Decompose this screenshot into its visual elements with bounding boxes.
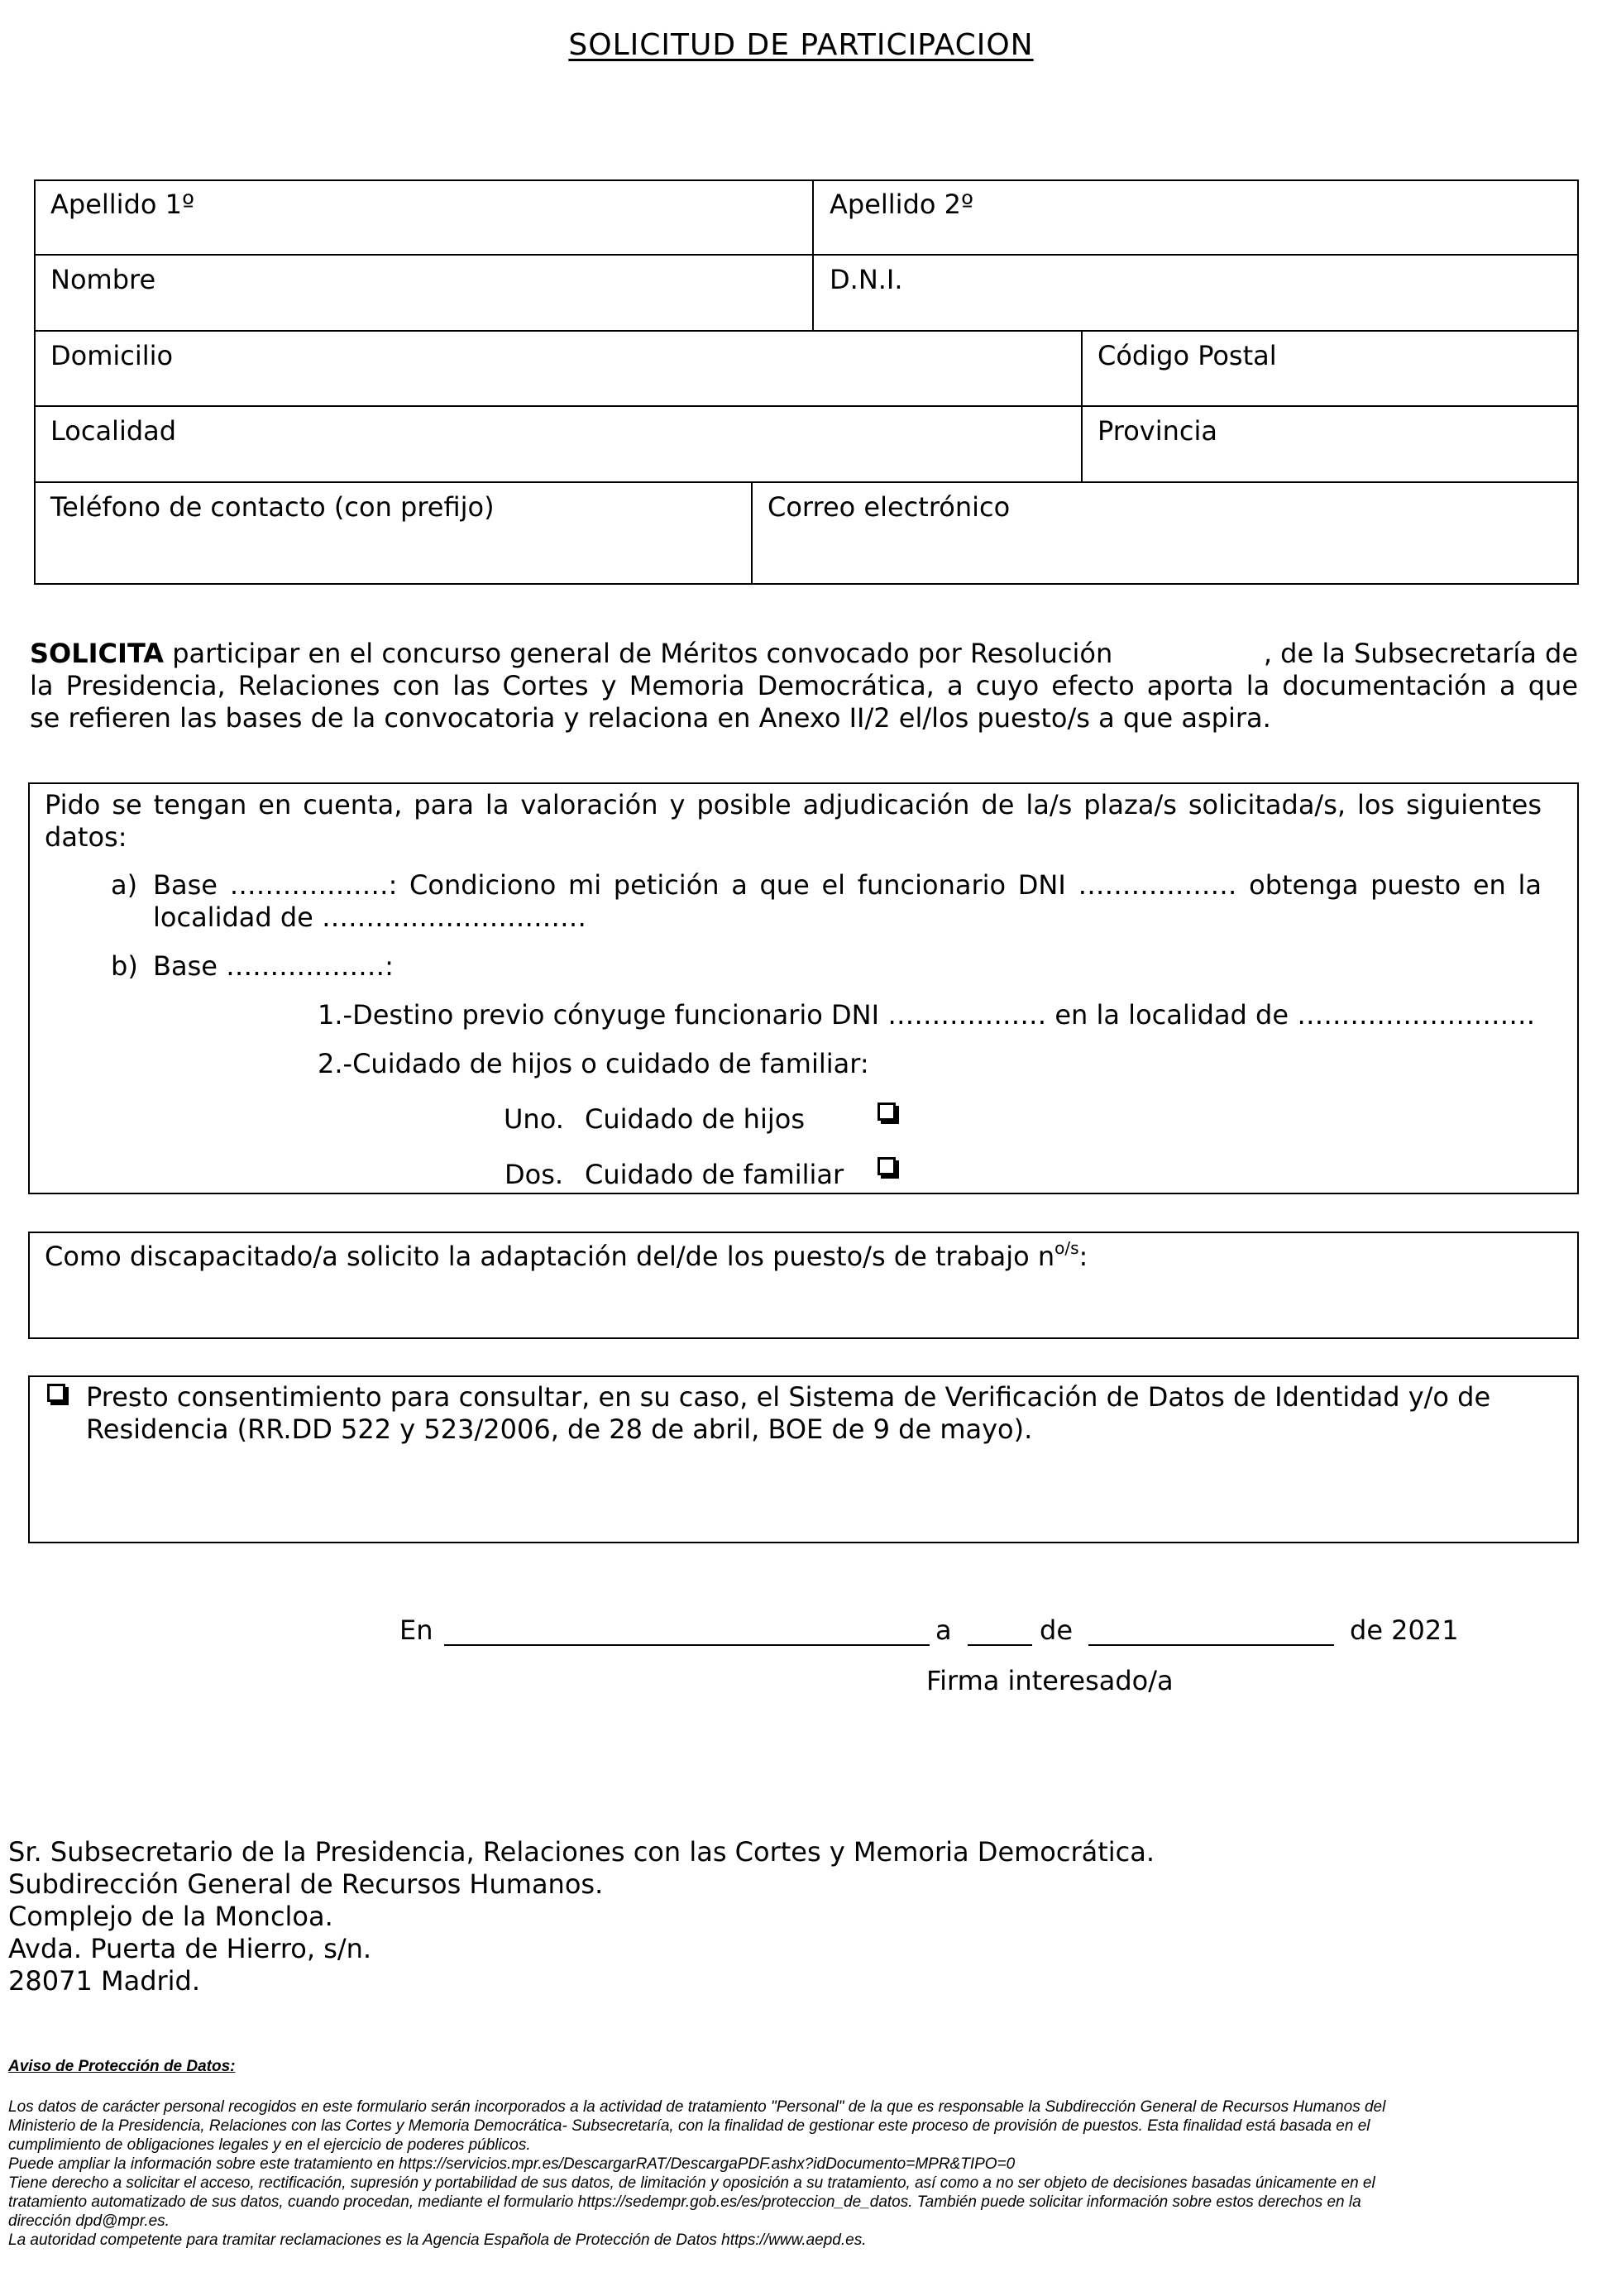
option-b-label: b) <box>111 950 138 982</box>
privacy-title: Aviso de Protección de Datos: <box>8 2058 236 2075</box>
cuidado-familiar-checkbox[interactable] <box>878 1157 896 1175</box>
signature-a: a <box>935 1614 952 1646</box>
uno-label: Uno. <box>504 1103 564 1135</box>
signature-year: de 2021 <box>1350 1614 1459 1646</box>
apellido2-field[interactable]: Apellido 2º <box>830 189 974 220</box>
correo-field[interactable]: Correo electrónico <box>768 491 1011 523</box>
dos-label: Dos. <box>505 1159 564 1190</box>
dni-field[interactable]: D.N.I. <box>830 264 903 295</box>
nombre-field[interactable]: Nombre <box>50 264 156 295</box>
provincia-field[interactable]: Provincia <box>1097 415 1217 447</box>
solicita-keyword: SOLICITA <box>30 638 165 669</box>
dia-input-line[interactable] <box>968 1644 1032 1646</box>
option-a-label: a) <box>111 869 138 901</box>
personal-data-table <box>34 179 1579 585</box>
domicilio-field[interactable]: Domicilio <box>50 340 174 371</box>
signature-en: En <box>399 1614 433 1646</box>
uno-text: Cuidado de hijos <box>585 1103 805 1135</box>
cuidado-hijos-checkbox[interactable] <box>878 1103 896 1121</box>
telefono-field[interactable]: Teléfono de contacto (con prefijo) <box>50 491 495 523</box>
consentimiento-checkbox[interactable] <box>47 1384 65 1402</box>
mes-input-line[interactable] <box>1088 1644 1334 1646</box>
codigo-postal-field[interactable]: Código Postal <box>1097 340 1277 371</box>
option-b-text: Base ………………: <box>153 950 394 982</box>
privacy-text: Los datos de carácter personal recogidos en este formulario serán incorporados a la actividad de tratamiento "Personal" de la que es responsable la Subdirección General de Recursos Humanos del Ministerio de la Presidencia, Relaciones con las Cortes y Memoria Democrática- Subsecretaría, con la finalidad de gestionar este proceso de provisión de puestos. Esta finalidad está basada en el cumplimiento de obligaciones legales y en el ejercicio de poderes públicos. Puede ampliar la información sobre este tratamiento en https://servicios.mpr.es/DescargarRAT/DescargaPDF.ashx?idDocumento=MPR&TIPO=0 Tiene derecho a solicitar el acceso, rectificación, supresión y portabilidad de sus datos, de limitación y oposición a su tratamiento, así como a no ser objeto de decisiones basadas únicamente en el tratamiento automatizado de sus datos, cuando procedan, mediante el formulario https://sedempr.gob.es/es/proteccion_de_datos. También puede solicitar información sobre estos derechos en la dirección dpd@mpr.es. La autoridad competente para tramitar reclamaciones es la Agencia Española de Protección de Datos https://www.aepd.es. <box>8 2098 1386 2249</box>
option-a-text: Base ………………: Condiciono mi petición a que el funcionario DNI ……………… obtenga puesto en la localidad de ………………………… <box>153 869 1542 933</box>
address-block: Sr. Subsecretario de la Presidencia, Relaciones con las Cortes y Memoria Democrática. Subdirección General de Recursos Humanos. Complejo de la Moncloa. Avda. Puerta de Hierro, s/n. 28071 Madrid. <box>8 1836 1155 1997</box>
discapacidad-text: Como discapacitado/a solicito la adaptación del/de los puesto/s de trabajo $n^{o/s}$: <box>45 1238 1088 1272</box>
solicita-paragraph: SOLICITA participar en el concurso general de Méritos convocado por Resolución , de la Subsecretaría de la Presidencia, Relaciones con las Cortes y Memoria Democrática, a cuyo efecto aporta la documentación a que se refieren las bases de la convocatoria y relaciona en Anexo II/2 el/los puesto/s a que aspira. <box>30 638 1578 734</box>
apellido1-field[interactable]: Apellido 1º <box>50 189 195 220</box>
lugar-input-line[interactable] <box>444 1644 930 1646</box>
item-1: 1.-Destino previo cónyuge funcionario DNI ……………… en la localidad de ……………………… <box>318 999 1536 1031</box>
item-2: 2.-Cuidado de hijos o cuidado de familiar: <box>318 1048 869 1079</box>
dos-text: Cuidado de familiar <box>585 1159 844 1190</box>
localidad-field[interactable]: Localidad <box>50 415 177 447</box>
pido-intro: Pido se tengan en cuenta, para la valoración y posible adjudicación de la/s plaza/s solicitada/s, los siguientes datos: <box>45 789 1542 853</box>
signature-de: de <box>1040 1614 1073 1646</box>
firma-label: Firma interesado/a <box>926 1665 1174 1696</box>
page-title: SOLICITUD DE PARTICIPACION <box>568 28 1034 62</box>
consentimiento-text: Presto consentimiento para consultar, en su caso, el Sistema de Verificación de Datos de Identidad y/o de Residencia (RR.DD 522 y 523/2006, de 28 de abril, BOE de 9 de mayo). <box>86 1381 1491 1445</box>
